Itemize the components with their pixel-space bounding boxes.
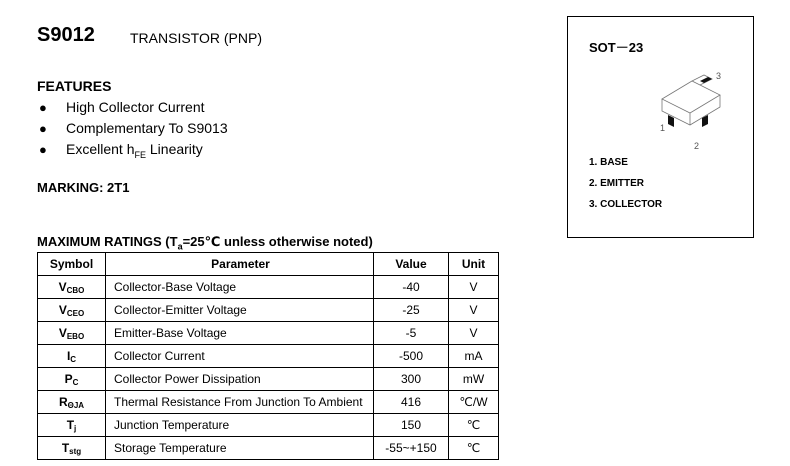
ratings-heading-pre: MAXIMUM RATINGS (T [37,234,178,249]
column-header-value: Value [374,253,449,276]
table-header-row [38,253,499,276]
parameter-cell: Collector-Emitter Voltage [106,299,374,322]
pin-number-1: 1 [660,123,666,133]
symbol-cell [38,437,106,460]
pin-list [589,157,662,220]
symbol-cell [38,391,106,414]
pin-collector: 3. COLLECTOR [589,199,663,210]
value-cell: 300 [374,368,449,391]
feature-item [37,118,228,139]
symbol-cell [38,345,106,368]
bullet-icon: ● [39,100,47,115]
marking-code: MARKING: 2T1 [37,180,130,195]
value-cell: 416 [374,391,449,414]
table-row [38,345,499,368]
symbol-subscript: C [72,377,79,387]
sot23-package-icon [654,69,734,151]
symbol-subscript: C [70,354,77,364]
parameter-cell: Junction Temperature [106,414,374,437]
value-cell: -25 [374,299,449,322]
value-cell: 150 [374,414,449,437]
ratings-heading [37,234,373,252]
symbol-subscript: j [74,423,77,433]
ratings-table [37,252,499,460]
parameter-cell: Storage Temperature [106,437,374,460]
unit-cell: V [449,276,499,299]
table-row [38,299,499,322]
value-cell: -5 [374,322,449,345]
ratings-heading-post: =25℃ unless otherwise noted) [182,234,373,249]
symbol-letter: R [58,394,68,409]
ratings-heading-sub: a [177,241,183,252]
package-box [567,16,754,238]
symbol-cell [38,299,106,322]
parameter-cell: Emitter-Base Voltage [106,322,374,345]
parameter-cell: Collector Power Dissipation [106,368,374,391]
parameter-cell: Collector Current [106,345,374,368]
feature-text-pre: Excellent h [66,141,135,157]
bullet-icon: ● [39,121,47,136]
unit-cell: ℃ [449,414,499,437]
symbol-subscript: CEO [66,308,85,318]
pin-base: 1. BASE [589,157,628,168]
unit-cell: V [449,322,499,345]
unit-cell: ℃ [449,437,499,460]
parameter-cell: Thermal Resistance From Junction To Ambient [106,391,374,414]
table-row [38,368,499,391]
value-cell: -40 [374,276,449,299]
feature-list [37,97,228,160]
feature-item [37,97,228,118]
feature-text: High Collector Current [66,99,205,115]
value-cell: -55~+150 [374,437,449,460]
symbol-subscript: CBO [66,285,85,295]
column-header-parameter: Parameter [106,253,374,276]
symbol-letter: T [66,417,75,432]
feature-text: Complementary To S9013 [66,120,228,136]
unit-cell: V [449,299,499,322]
symbol-subscript: EBO [66,331,85,341]
ratings-body [38,276,499,460]
pin-number-2: 2 [694,141,700,151]
parameter-cell: Collector-Base Voltage [106,276,374,299]
symbol-letter: T [61,440,70,455]
symbol-letter: V [58,325,67,340]
column-header-symbol: Symbol [38,253,106,276]
symbol-letter: V [58,302,67,317]
table-row [38,322,499,345]
features-heading: FEATURES [37,78,112,94]
pin-emitter: 2. EMITTER [589,178,645,189]
symbol-subscript: stg [69,446,82,456]
table-row [38,437,499,460]
symbol-letter: V [58,279,67,294]
part-description: TRANSISTOR (PNP) [130,30,262,46]
symbol-subscript: ΘJA [67,400,85,410]
symbol-letter: I [66,348,71,363]
table-row [38,276,499,299]
symbol-cell [38,414,106,437]
table-row [38,391,499,414]
value-cell: -500 [374,345,449,368]
table-row [38,414,499,437]
symbol-cell [38,276,106,299]
symbol-cell [38,322,106,345]
symbol-letter: P [64,371,73,386]
package-title: SOT－23 [589,40,644,55]
feature-item [37,139,228,160]
unit-cell: mW [449,368,499,391]
pin-number-3: 3 [716,71,722,81]
feature-text-post: Linearity [146,141,203,157]
column-header-unit: Unit [449,253,499,276]
unit-cell: ℃/W [449,391,499,414]
symbol-cell [38,368,106,391]
part-number: S9012 [37,24,95,46]
unit-cell: mA [449,345,499,368]
bullet-icon: ● [39,142,47,157]
feature-text-sub: FE [134,149,146,160]
